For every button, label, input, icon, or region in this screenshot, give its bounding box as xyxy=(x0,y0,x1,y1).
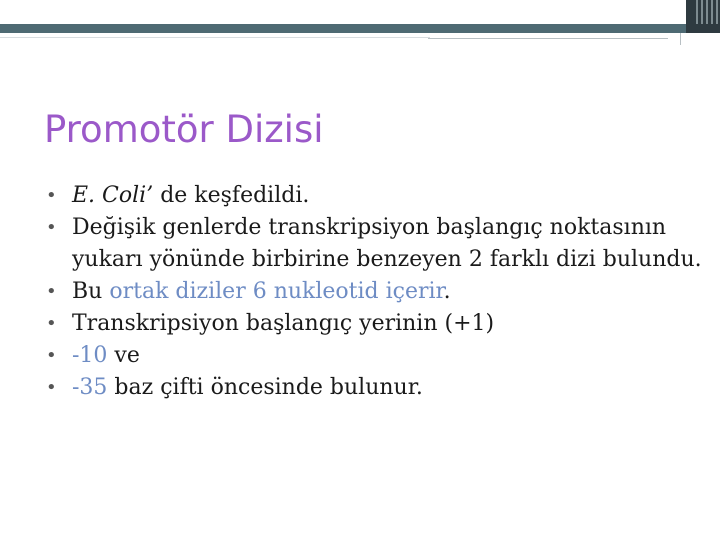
bullet-icon: • xyxy=(46,281,57,302)
header-rule-tick xyxy=(680,33,681,45)
slide-title: Promotör Dizisi xyxy=(44,108,324,151)
bullet-text: ve xyxy=(107,343,140,368)
bullet-item xyxy=(46,340,706,372)
bullet-text-italic: E. Coli’ xyxy=(72,183,154,208)
bullet-icon: • xyxy=(46,313,57,334)
bullet-list xyxy=(46,180,706,404)
bullet-item xyxy=(46,212,706,276)
bullet-highlight: -35 xyxy=(72,375,108,400)
bullet-item xyxy=(46,180,706,212)
corner-stripes xyxy=(696,0,718,24)
top-bar xyxy=(0,24,720,33)
bullet-item xyxy=(46,308,706,340)
bullet-text: de keşfedildi. xyxy=(153,183,310,208)
bullet-icon: • xyxy=(46,217,57,238)
bullet-icon: • xyxy=(46,185,57,206)
header-rule xyxy=(428,38,668,39)
header-rule-left xyxy=(0,37,430,38)
bullet-text: Bu xyxy=(72,279,110,304)
bullet-highlight: -10 xyxy=(72,343,108,368)
bullet-highlight: ortak diziler 6 nukleotid içerir xyxy=(109,279,444,304)
bullet-item xyxy=(46,276,706,308)
bullet-icon: • xyxy=(46,377,57,398)
bullet-text: Değişik genlerde transkripsiyon başlangıç noktasının yukarı yönünde birbirine benzeyen 2 farklı dizi bulundu. xyxy=(72,215,702,272)
bullet-text: Transkripsiyon başlangıç yerinin (+1) xyxy=(72,311,495,336)
bullet-icon: • xyxy=(46,345,57,366)
bullet-text: baz çifti öncesinde bulunur. xyxy=(107,375,423,400)
bullet-text: . xyxy=(443,279,451,304)
bullet-item xyxy=(46,372,706,404)
